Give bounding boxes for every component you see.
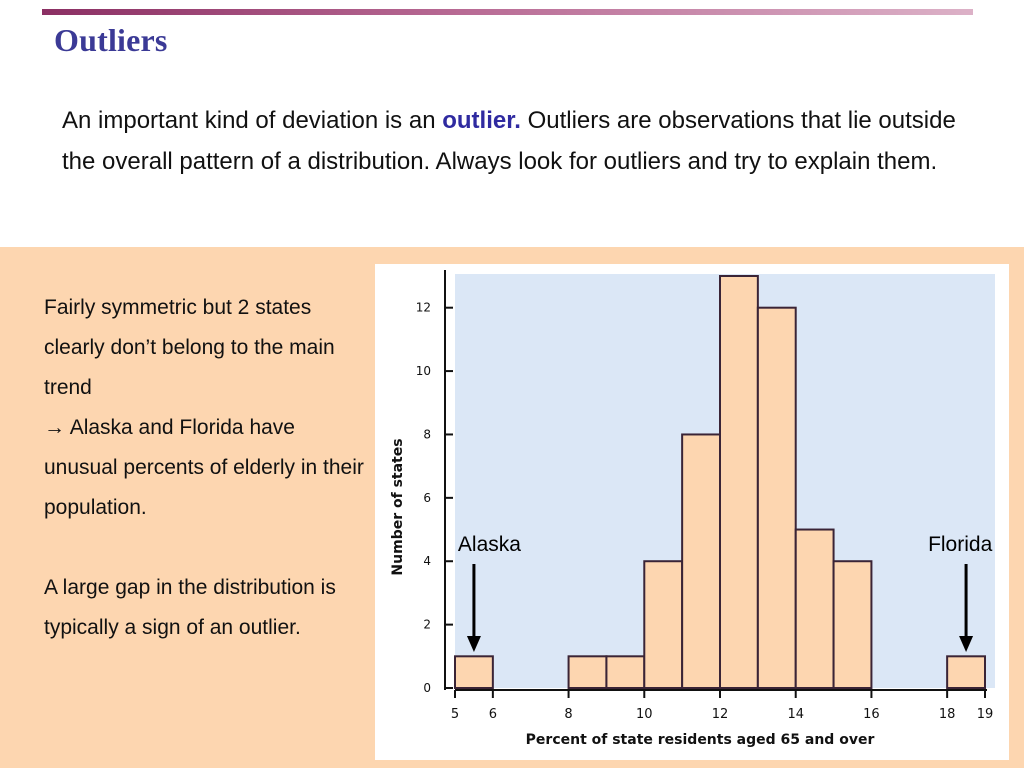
note-paragraph-2: A large gap in the distribution is typically a sign of an outlier. <box>44 576 336 639</box>
slide-title: Outliers <box>54 22 168 58</box>
y-tick-label: 2 <box>423 617 431 632</box>
intro-text-start: An important kind of deviation is an <box>62 107 443 134</box>
x-tick-label: 18 <box>938 707 956 722</box>
note-symmetric-text: Fairly symmetric but 2 states clearly don’t belong to the main trend <box>44 296 335 399</box>
intro-paragraph <box>62 100 962 182</box>
x-axis-label: Percent of state residents aged 65 and over <box>525 732 875 748</box>
histogram-bar <box>720 276 758 688</box>
x-tick-label: 19 <box>976 707 994 722</box>
y-tick-label: 12 <box>415 300 431 315</box>
y-tick-label: 10 <box>415 364 431 379</box>
note-paragraph-1 <box>44 288 364 528</box>
notes-column <box>44 288 364 648</box>
intro-text-end: Outliers are observations that lie outside the overall pattern of a distribution. Always look for outliers and try to explain them. <box>62 107 956 175</box>
y-tick-label: 6 <box>423 490 431 505</box>
y-tick-label: 8 <box>423 427 431 442</box>
x-tick-label: 12 <box>711 707 729 722</box>
arrow-right-icon: → <box>44 416 65 439</box>
histogram-frame <box>375 264 1009 760</box>
histogram-bar <box>644 561 682 688</box>
x-tick-label: 5 <box>450 707 460 722</box>
histogram-bar <box>758 308 796 688</box>
histogram-bar <box>682 434 720 688</box>
x-tick-label: 14 <box>787 707 804 722</box>
x-tick-label: 10 <box>636 707 653 722</box>
histogram-bar <box>569 656 607 688</box>
histogram-chart <box>375 264 1009 760</box>
histogram-bar <box>606 656 644 688</box>
annotation-label-alaska: Alaska <box>457 533 521 556</box>
y-tick-label: 0 <box>423 681 431 695</box>
histogram-bar <box>796 530 834 688</box>
histogram-bar <box>455 656 493 688</box>
histogram-bar <box>834 561 872 688</box>
x-tick-label: 6 <box>488 707 497 722</box>
histogram-bar <box>947 656 985 688</box>
x-tick-label: 8 <box>564 707 573 722</box>
intro-term-outlier: outlier. <box>442 107 521 134</box>
x-tick-label: 16 <box>863 707 880 722</box>
paragraph-spacer <box>44 528 364 568</box>
y-tick-label: 4 <box>423 554 431 569</box>
note-outlier-states-text: Alaska and Florida have unusual percents of elderly in their population. <box>44 416 364 519</box>
annotation-label-florida: Florida <box>928 533 993 556</box>
y-axis-label: Number of states <box>390 438 406 576</box>
title-underline-rule <box>42 9 973 15</box>
